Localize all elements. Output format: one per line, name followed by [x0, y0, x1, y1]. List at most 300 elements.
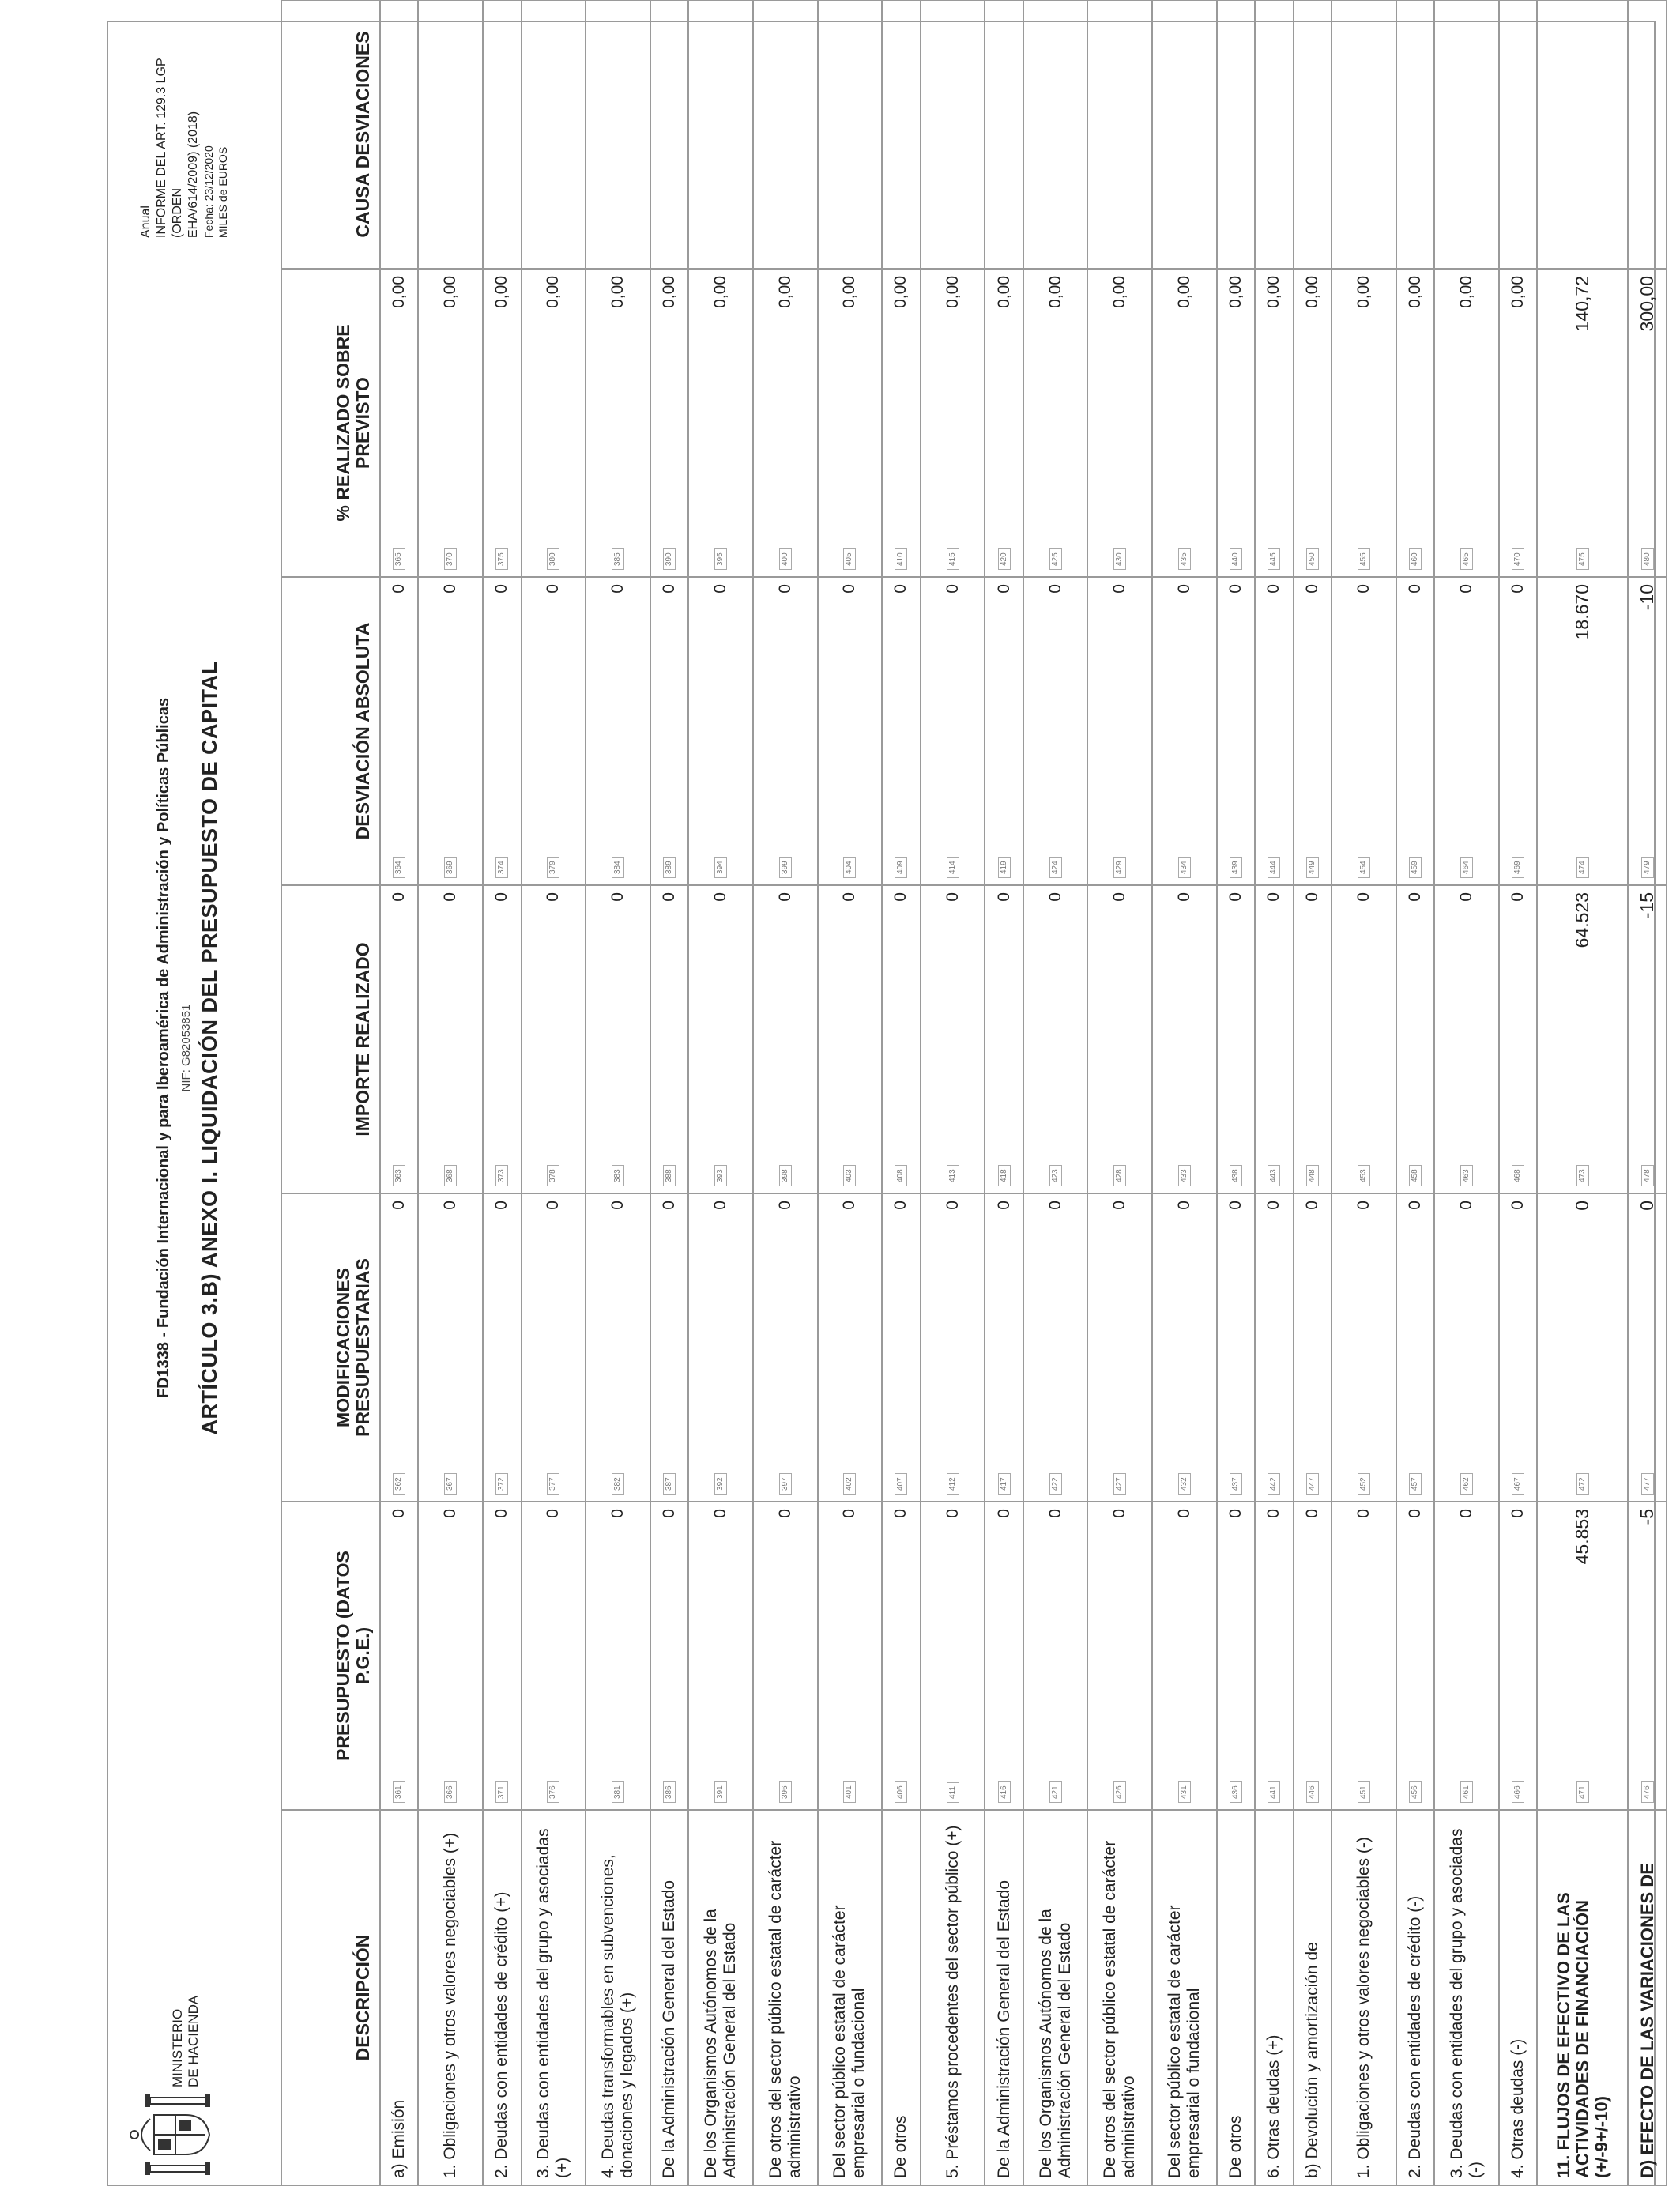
- row-value-cell: [1152, 577, 1217, 885]
- cell-code: 405: [843, 548, 856, 570]
- cell-value: 0,00: [1110, 276, 1129, 308]
- cell-code: 389: [663, 857, 676, 878]
- cell-value: 0: [891, 892, 910, 902]
- row-value-cell: [985, 577, 1023, 885]
- cell-value: 0: [1637, 1201, 1658, 1211]
- row-value-cell: [586, 1193, 650, 1502]
- row-value-cell: [985, 1193, 1023, 1502]
- cell-value: 0,00: [1457, 276, 1476, 308]
- cell-code: 407: [895, 1473, 907, 1495]
- row-value-cell: [1499, 577, 1537, 885]
- row-value-cell: [688, 1193, 753, 1502]
- cell-value: 0: [544, 584, 563, 594]
- row-value-cell: [380, 1502, 418, 1810]
- cell-code: 479: [1641, 857, 1654, 878]
- cell-value: 0,00: [608, 276, 627, 308]
- cell-value: 0,00: [1509, 276, 1527, 308]
- cell-code: 415: [947, 548, 959, 570]
- cell-code: 435: [1178, 548, 1191, 570]
- cell-code: 475: [1576, 548, 1589, 570]
- cell-code: 393: [714, 1165, 727, 1186]
- cell-code: 363: [393, 1165, 405, 1186]
- cell-value: 0: [1509, 1509, 1527, 1518]
- table-row: [882, 0, 920, 2185]
- cell-code: 368: [444, 1165, 457, 1186]
- row-value-cell: [688, 269, 753, 577]
- cell-value: 0: [1174, 1509, 1193, 1518]
- cell-value: 0: [544, 1509, 563, 1518]
- row-cause-cell: [1152, 0, 1217, 269]
- row-value-cell: [1434, 1193, 1499, 1502]
- report-date: Fecha: 23/12/2020: [202, 145, 215, 238]
- row-value-cell: [818, 1502, 883, 1810]
- row-description: Del sector público estatal de carácter empresarial o fundacional: [1152, 1810, 1217, 2185]
- row-value-cell: [380, 885, 418, 1193]
- col-cause: CAUSA DESVIACIONES: [281, 0, 380, 269]
- col-percent-realized: % REALIZADO SOBRE PREVISTO: [281, 269, 380, 577]
- row-value-cell: [483, 1502, 521, 1810]
- row-value-cell: [985, 269, 1023, 577]
- row-value-cell: [1396, 1502, 1434, 1810]
- report-name-line-1: INFORME DEL ART. 129.3 LGP (ORDEN: [155, 58, 184, 238]
- cell-value: 0: [1457, 584, 1476, 594]
- cell-value: 0: [660, 1201, 679, 1210]
- cell-code: 427: [1113, 1473, 1126, 1495]
- row-value-cell: [586, 1502, 650, 1810]
- row-value-cell: [1537, 1193, 1628, 1502]
- cell-code: 382: [612, 1473, 624, 1495]
- row-description: 11. FLUJOS DE EFECTIVO DE LAS ACTIVIDADES DE FINANCIACIÓN (+/-9+/-10): [1537, 1810, 1628, 2185]
- row-value-cell: [1537, 885, 1628, 1193]
- row-value-cell: [1332, 885, 1396, 1193]
- cell-code: 414: [947, 857, 959, 878]
- report-name-line-2: EHA/614/2009) (2018): [186, 111, 200, 238]
- cell-value: 0: [1354, 584, 1373, 594]
- cell-value: 0,00: [492, 276, 511, 308]
- row-value-cell: [650, 577, 688, 885]
- table-row: [522, 0, 586, 2185]
- row-description: Del sector público estatal de carácter empresarial o fundacional: [818, 1810, 883, 2185]
- cell-code: 419: [998, 857, 1011, 878]
- cell-code: 416: [998, 1781, 1011, 1803]
- cell-code: 458: [1409, 1165, 1422, 1186]
- cell-code: 447: [1306, 1473, 1319, 1495]
- cell-code: 437: [1230, 1473, 1242, 1495]
- cell-value: -15: [1637, 892, 1658, 919]
- row-cause-cell: [1434, 0, 1499, 269]
- cell-value: 0: [441, 1509, 460, 1518]
- row-value-cell: [1396, 1193, 1434, 1502]
- row-cause-cell: [1023, 0, 1088, 269]
- row-value-cell: [818, 269, 883, 577]
- row-value-cell: [1217, 1502, 1255, 1810]
- cell-value: 0: [840, 1201, 859, 1210]
- row-value-cell: [650, 1502, 688, 1810]
- row-value-cell: [985, 1502, 1023, 1810]
- cell-code: 387: [663, 1473, 676, 1495]
- cell-code: 456: [1409, 1781, 1422, 1803]
- table-row: [1499, 0, 1537, 2185]
- row-value-cell: [1217, 577, 1255, 885]
- cell-code: 384: [612, 857, 624, 878]
- cell-value: 0,00: [1226, 276, 1245, 308]
- cell-value: 0: [1302, 892, 1321, 902]
- cell-value: 140,72: [1572, 276, 1593, 332]
- cell-value: 0: [608, 1509, 627, 1518]
- cell-code: 453: [1358, 1165, 1370, 1186]
- row-value-cell: [1434, 885, 1499, 1193]
- row-value-cell: [1499, 1193, 1537, 1502]
- cell-code: 361: [393, 1781, 405, 1803]
- row-value-cell: [1023, 269, 1088, 577]
- cell-code: 464: [1460, 857, 1473, 878]
- row-value-cell: [1255, 885, 1293, 1193]
- cell-code: 420: [998, 548, 1011, 570]
- row-description: 4. Deudas transformables en subvenciones, donaciones y legados (+): [586, 1810, 650, 2185]
- row-description: De la Administración General del Estado: [650, 1810, 688, 2185]
- cell-value: 0: [994, 892, 1013, 902]
- cell-code: 380: [547, 548, 559, 570]
- cell-value: 0: [660, 584, 679, 594]
- row-value-cell: [1087, 577, 1152, 885]
- cell-value: 0: [1264, 584, 1283, 594]
- row-value-cell: [1434, 1502, 1499, 1810]
- cell-code: 401: [843, 1781, 856, 1803]
- cell-code: 442: [1268, 1473, 1280, 1495]
- cell-value: 0: [943, 1201, 962, 1210]
- cell-value: 0: [891, 1509, 910, 1518]
- row-description: b) Devolución y amortización de: [1294, 1810, 1332, 2185]
- cell-code: 403: [843, 1165, 856, 1186]
- cell-value: 0: [1264, 892, 1283, 902]
- cell-code: 440: [1230, 548, 1242, 570]
- cell-code: 421: [1049, 1781, 1062, 1803]
- cell-value: 0: [1406, 1509, 1425, 1518]
- cell-code: 457: [1409, 1473, 1422, 1495]
- cell-code: 422: [1049, 1473, 1062, 1495]
- cell-code: 402: [843, 1473, 856, 1495]
- row-value-cell: [1152, 885, 1217, 1193]
- row-cause-cell: [1332, 0, 1396, 269]
- cell-code: 478: [1641, 1165, 1654, 1186]
- cell-value: 0: [1302, 584, 1321, 594]
- row-cause-cell: [483, 0, 521, 269]
- cell-code: 418: [998, 1165, 1011, 1186]
- row-value-cell: [688, 577, 753, 885]
- cell-code: 364: [393, 857, 405, 878]
- row-value-cell: [483, 1193, 521, 1502]
- entity-nif: NIF: G82053851: [179, 1004, 193, 1092]
- row-cause-cell: [1217, 0, 1255, 269]
- cell-code: 460: [1409, 548, 1422, 570]
- cell-code: 431: [1178, 1781, 1191, 1803]
- row-value-cell: [650, 269, 688, 577]
- row-value-cell: [753, 885, 818, 1193]
- table-row: [1087, 0, 1152, 2185]
- row-value-cell: [1396, 885, 1434, 1193]
- cell-code: 434: [1178, 857, 1191, 878]
- cell-value: 0: [775, 892, 794, 902]
- row-description: 1. Obligaciones y otros valores negociables (+): [418, 1810, 483, 2185]
- cell-value: 0: [492, 892, 511, 902]
- cell-value: 0: [660, 892, 679, 902]
- cell-value: 0: [943, 1509, 962, 1518]
- row-value-cell: [418, 269, 483, 577]
- row-value-cell: [882, 577, 920, 885]
- cell-value: 0: [1406, 892, 1425, 902]
- row-cause-cell: [1294, 0, 1332, 269]
- row-value-cell: [1255, 269, 1293, 577]
- row-value-cell: [380, 1193, 418, 1502]
- row-value-cell: [1087, 1193, 1152, 1502]
- table-header-row: [281, 0, 380, 2185]
- row-value-cell: [1332, 269, 1396, 577]
- cell-code: 463: [1460, 1165, 1473, 1186]
- cell-code: 445: [1268, 548, 1280, 570]
- row-cause-cell: [418, 0, 483, 269]
- table-row: [1628, 0, 1667, 2185]
- row-value-cell: [586, 885, 650, 1193]
- table-row: [985, 0, 1023, 2185]
- row-cause-cell: [688, 0, 753, 269]
- row-description: De los Organismos Autónomos de la Administración General del Estado: [1023, 1810, 1088, 2185]
- cell-code: 454: [1358, 857, 1370, 878]
- row-value-cell: [1434, 269, 1499, 577]
- row-value-cell: [688, 1502, 753, 1810]
- cell-value: 0,00: [1264, 276, 1283, 308]
- ministry-line-2: DE HACIENDA: [186, 1995, 201, 2087]
- cell-value: 0,00: [441, 276, 460, 308]
- cell-code: 451: [1358, 1781, 1370, 1803]
- cell-code: 465: [1460, 548, 1473, 570]
- cell-value: 0: [1354, 1509, 1373, 1518]
- row-description: 3. Deudas con entidades del grupo y asociadas (-): [1434, 1810, 1499, 2185]
- cell-value: 0: [1406, 584, 1425, 594]
- cell-value: 0: [775, 584, 794, 594]
- row-value-cell: [522, 1193, 586, 1502]
- cell-value: 0,00: [1406, 276, 1425, 308]
- table-row: [380, 0, 418, 2185]
- cell-code: 444: [1268, 857, 1280, 878]
- row-value-cell: [1023, 577, 1088, 885]
- row-value-cell: [818, 577, 883, 885]
- cell-code: 370: [444, 548, 457, 570]
- row-value-cell: [1152, 269, 1217, 577]
- cell-value: 0: [1226, 1509, 1245, 1518]
- cell-value: 0: [1045, 584, 1064, 594]
- cell-value: 0: [544, 892, 563, 902]
- cell-value: 0: [492, 1509, 511, 1518]
- cell-value: -5: [1637, 1509, 1658, 1525]
- ministry-name: [170, 1996, 202, 2087]
- row-value-cell: [1023, 885, 1088, 1193]
- cell-code: 395: [714, 548, 727, 570]
- row-cause-cell: [818, 0, 883, 269]
- cell-code: 476: [1641, 1781, 1654, 1803]
- cell-code: 396: [779, 1781, 792, 1803]
- row-value-cell: [522, 1502, 586, 1810]
- row-value-cell: [882, 1193, 920, 1502]
- cell-code: 410: [895, 548, 907, 570]
- row-value-cell: [1217, 885, 1255, 1193]
- table-row: [483, 0, 521, 2185]
- table-row: [1294, 0, 1332, 2185]
- cell-value: 0: [608, 892, 627, 902]
- row-value-cell: [483, 885, 521, 1193]
- table-row: [1396, 0, 1434, 2185]
- row-value-cell: [1537, 269, 1628, 577]
- cell-code: 365: [393, 548, 405, 570]
- cell-value: 0: [711, 1509, 730, 1518]
- cell-code: 367: [444, 1473, 457, 1495]
- cell-code: 383: [612, 1165, 624, 1186]
- cell-value: 0: [1354, 1201, 1373, 1210]
- cell-code: 433: [1178, 1165, 1191, 1186]
- row-value-cell: [1628, 269, 1667, 577]
- cell-code: 385: [612, 548, 624, 570]
- cell-code: 448: [1306, 1165, 1319, 1186]
- cell-code: 371: [495, 1781, 508, 1803]
- cell-value: 0: [1226, 1201, 1245, 1210]
- cell-value: 0: [492, 1201, 511, 1210]
- table-row: [1434, 0, 1499, 2185]
- row-value-cell: [688, 885, 753, 1193]
- row-value-cell: [818, 885, 883, 1193]
- cell-value: 0: [390, 584, 409, 594]
- table-row: [753, 0, 818, 2185]
- row-value-cell: [650, 885, 688, 1193]
- cell-value: 0,00: [1174, 276, 1193, 308]
- row-value-cell: [1628, 1502, 1667, 1810]
- row-value-cell: [753, 577, 818, 885]
- cell-value: 0: [1045, 1201, 1064, 1210]
- cell-code: 375: [495, 548, 508, 570]
- cell-code: 390: [663, 548, 676, 570]
- cell-value: 0: [660, 1509, 679, 1518]
- cell-value: 300,00: [1637, 276, 1658, 332]
- cell-code: 377: [547, 1473, 559, 1495]
- row-value-cell: [921, 885, 985, 1193]
- cell-code: 369: [444, 857, 457, 878]
- row-value-cell: [1294, 885, 1332, 1193]
- row-value-cell: [1023, 1502, 1088, 1810]
- table-row: [1217, 0, 1255, 2185]
- row-value-cell: [1628, 885, 1667, 1193]
- ministry-line-1: MINISTERIO: [170, 2008, 185, 2087]
- cell-value: 0: [1110, 1509, 1129, 1518]
- row-value-cell: [1294, 269, 1332, 577]
- row-description: De otros del sector público estatal de carácter administrativo: [753, 1810, 818, 2185]
- cell-code: 394: [714, 857, 727, 878]
- entity-name: FD1338 - Fundación Internacional y para Iberoamérica de Administración y Políticas Públicas: [155, 697, 172, 1399]
- cell-value: 64.523: [1572, 892, 1593, 948]
- row-description: D) EFECTO DE LAS VARIACIONES DE: [1628, 1810, 1667, 2185]
- report-meta: [138, 17, 230, 238]
- cell-value: 18.670: [1572, 584, 1593, 640]
- row-value-cell: [650, 1193, 688, 1502]
- row-value-cell: [1152, 1502, 1217, 1810]
- table-row: [418, 0, 483, 2185]
- cell-code: 412: [947, 1473, 959, 1495]
- cell-value: 0: [1045, 1509, 1064, 1518]
- row-description: 3. Deudas con entidades del grupo y asociadas (+): [522, 1810, 586, 2185]
- cell-value: 0: [1045, 892, 1064, 902]
- row-value-cell: [1255, 1502, 1293, 1810]
- col-deviation: DESVIACIÓN ABSOLUTA: [281, 577, 380, 885]
- cell-value: 0: [840, 1509, 859, 1518]
- row-description: De otros: [1217, 1810, 1255, 2185]
- cell-value: 0: [891, 584, 910, 594]
- cell-value: 0: [840, 584, 859, 594]
- row-value-cell: [483, 577, 521, 885]
- cell-code: 480: [1641, 548, 1654, 570]
- row-value-cell: [1537, 1502, 1628, 1810]
- cell-value: 0,00: [1045, 276, 1064, 308]
- table-row: [818, 0, 883, 2185]
- col-description: DESCRIPCIÓN: [281, 1810, 380, 2185]
- cell-value: 0: [441, 584, 460, 594]
- cell-value: 0: [492, 584, 511, 594]
- row-cause-cell: [1499, 0, 1537, 269]
- cell-code: 462: [1460, 1473, 1473, 1495]
- row-value-cell: [1499, 269, 1537, 577]
- cell-code: 452: [1358, 1473, 1370, 1495]
- cell-code: 428: [1113, 1165, 1126, 1186]
- row-value-cell: [1332, 1502, 1396, 1810]
- row-description: 5. Préstamos procedentes del sector público (+): [921, 1810, 985, 2185]
- cell-code: 474: [1576, 857, 1589, 878]
- cell-value: 0: [994, 1509, 1013, 1518]
- cell-code: 408: [895, 1165, 907, 1186]
- cell-code: 374: [495, 857, 508, 878]
- row-description: 1. Obligaciones y otros valores negociables (-): [1332, 1810, 1396, 2185]
- cell-value: 0,00: [390, 276, 409, 308]
- cell-code: 398: [779, 1165, 792, 1186]
- cell-code: 436: [1230, 1781, 1242, 1803]
- row-value-cell: [1087, 885, 1152, 1193]
- cell-value: 0: [1509, 892, 1527, 902]
- cell-code: 450: [1306, 548, 1319, 570]
- row-description: De los Organismos Autónomos de la Administración General del Estado: [688, 1810, 753, 2185]
- cell-code: 439: [1230, 857, 1242, 878]
- cell-code: 381: [612, 1781, 624, 1803]
- cell-value: 0: [441, 892, 460, 902]
- col-budget: PRESUPUESTO (DATOS P.G.E.): [281, 1502, 380, 1810]
- table-row: [1332, 0, 1396, 2185]
- cell-code: 417: [998, 1473, 1011, 1495]
- cell-value: 0: [775, 1509, 794, 1518]
- row-value-cell: [1537, 577, 1628, 885]
- cell-value: 0,00: [994, 276, 1013, 308]
- cell-value: 0: [1406, 1201, 1425, 1210]
- row-value-cell: [1294, 1502, 1332, 1810]
- cell-value: 0: [390, 892, 409, 902]
- coat-of-arms-icon: [126, 2091, 217, 2178]
- cell-value: 0: [1174, 584, 1193, 594]
- cell-code: 426: [1113, 1781, 1126, 1803]
- row-value-cell: [380, 269, 418, 577]
- row-value-cell: [522, 577, 586, 885]
- row-description: De otros del sector público estatal de carácter administrativo: [1087, 1810, 1152, 2185]
- cell-value: 0,00: [891, 276, 910, 308]
- row-value-cell: [1087, 1502, 1152, 1810]
- cell-code: 459: [1409, 857, 1422, 878]
- row-value-cell: [753, 1502, 818, 1810]
- row-value-cell: [522, 885, 586, 1193]
- cell-code: 397: [779, 1473, 792, 1495]
- cell-value: 0: [1302, 1509, 1321, 1518]
- row-cause-cell: [1087, 0, 1152, 269]
